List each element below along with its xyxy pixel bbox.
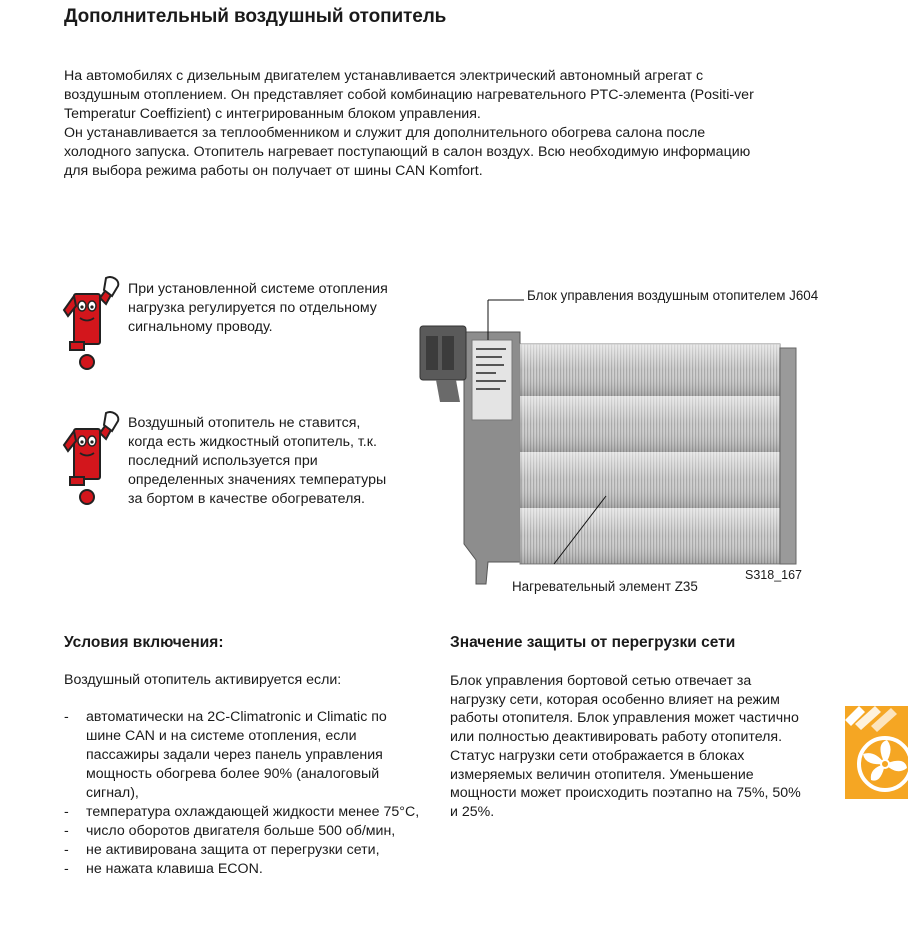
note-2 bbox=[128, 414, 398, 509]
intro-paragraph-1: На автомобилях с дизельным двигателем устанавливается электрический автономный агрегат с воздушным отоплением. Он представляет собой комбинацию нагревательного PTC-элемента (Positi-ver Temperatur Coeffizient) с интегрированным блоком управления. bbox=[64, 68, 754, 122]
list-item: - не активирована защита от перегрузки сети, bbox=[64, 841, 424, 860]
conditions-lead: Воздушный отопитель активируется если: bbox=[64, 672, 342, 688]
intro-text bbox=[64, 67, 754, 181]
note-2-text: Воздушный отопитель не ставится, когда есть жидкостный отопитель, т.к. последний используется при определенных значениях температуры за бортом в качестве обогревателя. bbox=[128, 415, 387, 507]
note-1 bbox=[128, 280, 388, 337]
heater-illustration bbox=[416, 292, 806, 592]
list-item: - температура охлаждающей жидкости менее 75°C, bbox=[64, 803, 424, 822]
overload-heading: Значение защиты от перегрузки сети bbox=[450, 634, 736, 651]
warning-stop-figure-icon bbox=[60, 411, 126, 507]
list-item: - не нажата клавиша ECON. bbox=[64, 860, 424, 879]
conditions-heading: Условия включения: bbox=[64, 634, 224, 651]
list-item: - автоматически на 2C-Climatronic и Climatic по шине CAN и на системе отопления, если пассажиры задали через панель управления мощность обогрева более 90% (аналоговый сигнал), bbox=[64, 708, 424, 803]
overload-text: Блок управления бортовой сетью отвечает за нагрузку сети, которая особенно влияет на режим работы отопителя. Блок управления может частично или полностью деактивировать работу отопителя. Статус нагрузки сети отображается в блоках измеряемых величин отопителя. Уменьшение мощности может происходить поэтапно на 75%, 50% и 25%. bbox=[450, 673, 801, 820]
intro-paragraph-2: Он устанавливается за теплообменником и служит для дополнительного обогрева салона после холодного запуска. Отопитель нагревает поступающий в салон воздух. Всю необходимую информацию для выбора режима работы он получает от шины CAN Komfort. bbox=[64, 125, 751, 179]
fan-heater-icon bbox=[845, 706, 908, 799]
list-item: - число оборотов двигателя больше 500 об/мин, bbox=[64, 822, 424, 841]
figure-id: S318_167 bbox=[745, 568, 803, 582]
conditions-list bbox=[64, 708, 424, 879]
note-1-text: При установленной системе отопления нагрузка регулируется по отдельному сигнальному проводу. bbox=[128, 281, 388, 335]
callout-control-unit: Блок управления воздушным отопителем J604 bbox=[527, 288, 819, 303]
page-title: Дополнительный воздушный отопитель bbox=[64, 6, 447, 27]
callout-heating-element: Нагревательный элемент Z35 bbox=[512, 579, 698, 594]
warning-stop-figure-icon bbox=[60, 276, 126, 372]
